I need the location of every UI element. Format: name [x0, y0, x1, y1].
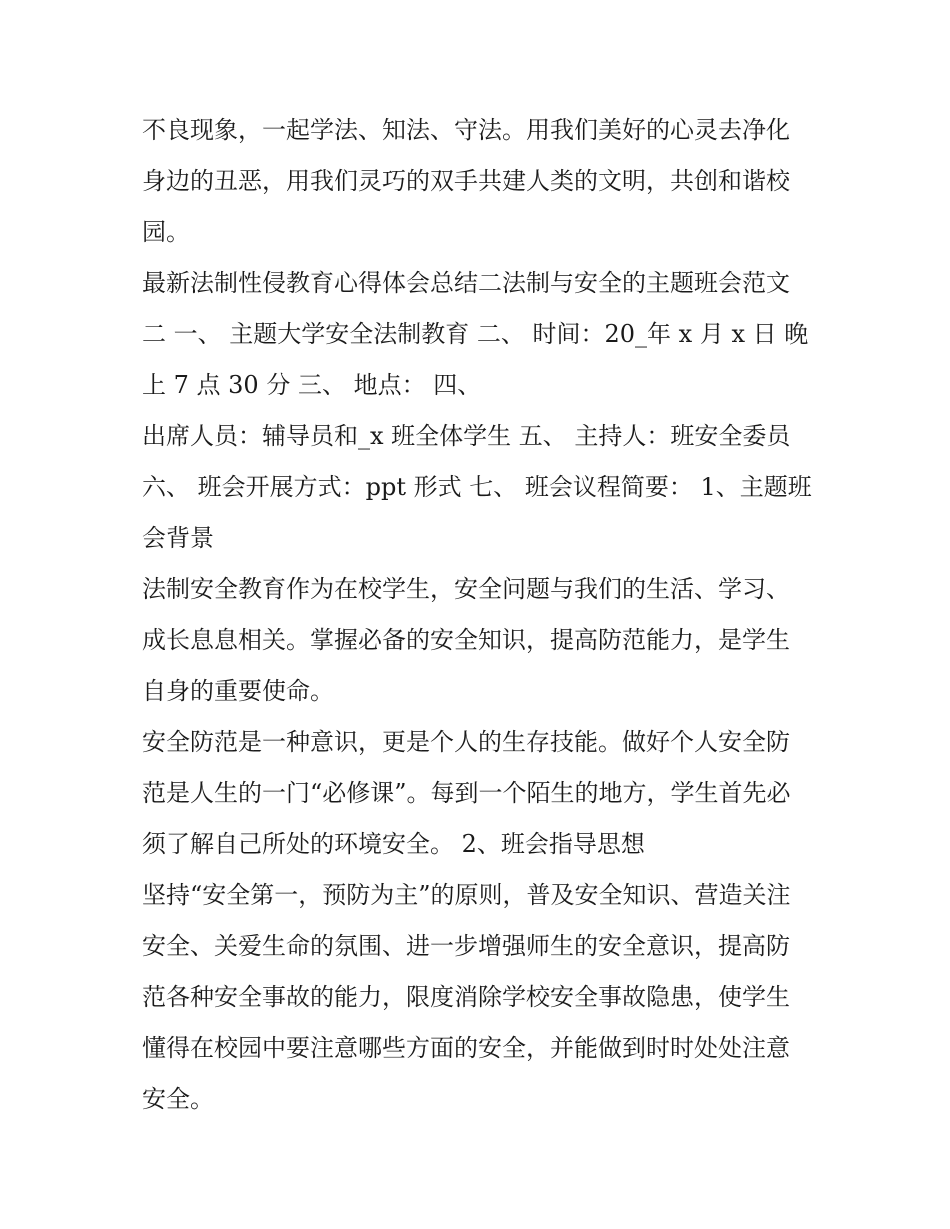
text-line: 二 一、 主题大学安全法制教育 二、 时间：20_年 x 月 x 日 晚	[142, 320, 809, 348]
text-line: 最新法制性侵教育心得体会总结二法制与安全的主题班会范文	[142, 269, 790, 297]
text-line: 懂得在校园中要注意哪些方面的安全，并能做到时时处处注意	[142, 1034, 790, 1062]
text-line: 须了解自己所处的环境安全。 2、班会指导思想	[142, 830, 645, 858]
text-line: 安全。	[142, 1085, 214, 1113]
text-line: 安全防范是一种意识，更是个人的生存技能。做好个人安全防	[142, 728, 790, 756]
text-line: 身边的丑恶，用我们灵巧的双手共建人类的文明，共创和谐校	[142, 167, 790, 195]
text-line: 自身的重要使命。	[142, 677, 334, 705]
text-line: 成长息息相关。掌握必备的安全知识，提高防范能力，是学生	[142, 626, 790, 654]
text-line: 会背景	[142, 524, 214, 552]
text-line: 出席人员：辅导员和_x 班全体学生 五、 主持人：班安全委员	[142, 422, 791, 450]
document-body	[142, 105, 822, 1125]
text-line: 范是人生的一门“必修课”。每到一个陌生的地方，学生首先必	[142, 779, 791, 807]
text-line: 坚持“安全第一，预防为主”的原则，普及安全知识、营造关注	[142, 881, 791, 909]
text-line: 不良现象，一起学法、知法、守法。用我们美好的心灵去净化	[142, 116, 790, 144]
text-line: 法制安全教育作为在校学生，安全问题与我们的生活、学习、	[142, 575, 790, 603]
text-line: 六、 班会开展方式：ppt 形式 七、 班会议程简要： 1、主题班	[142, 473, 812, 501]
text-line: 园。	[142, 218, 190, 246]
text-line: 范各种安全事故的能力，限度消除学校安全事故隐患，使学生	[142, 983, 790, 1011]
text-line: 安全、关爱生命的氛围、进一步增强师生的安全意识，提高防	[142, 932, 790, 960]
text-line: 上 7 点 30 分 三、 地点： 四、	[142, 371, 482, 399]
